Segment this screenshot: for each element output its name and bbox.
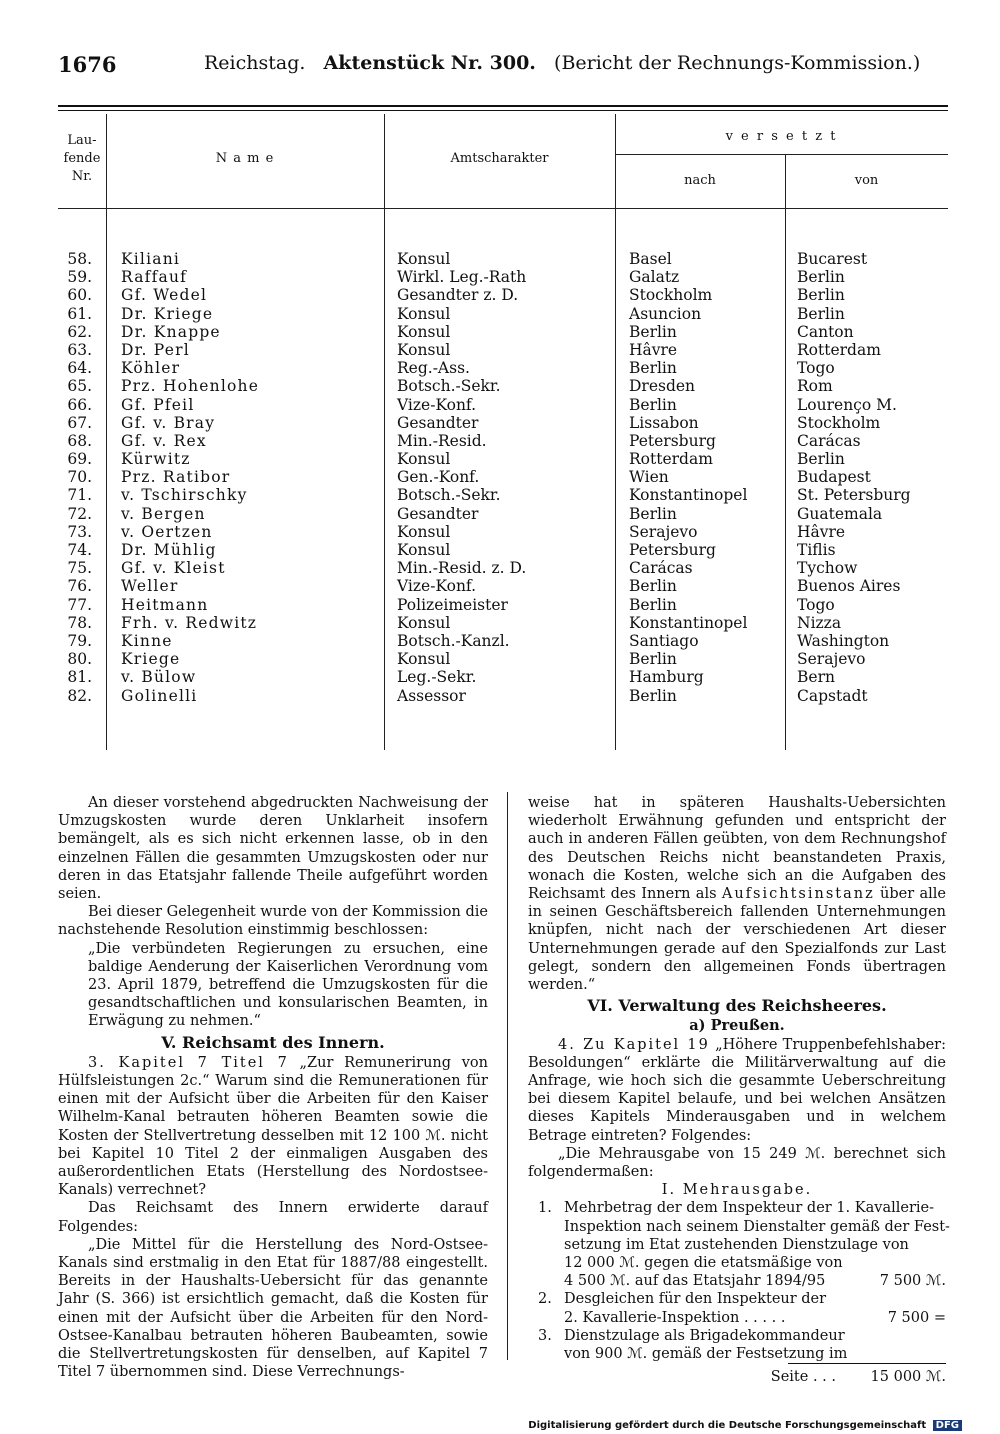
row-nr: 60.	[67, 286, 92, 305]
row-von: Rotterdam	[797, 340, 881, 359]
row-amt: Min.-Resid. z. D.	[397, 559, 527, 578]
row-amt: Min.-Resid.	[397, 431, 487, 450]
col-header-amt: Amtscharakter	[450, 151, 549, 166]
row-von: Bucarest	[797, 250, 868, 268]
page-number: 1676	[58, 52, 117, 77]
row-name: v. Tschirschky	[121, 486, 248, 505]
row-name: Heitmann	[121, 595, 209, 614]
row-amt: Konsul	[397, 650, 451, 669]
row-name: v. Bülow	[121, 668, 197, 687]
row-nach: Galatz	[629, 268, 680, 287]
row-von: Lourenço M.	[797, 395, 897, 414]
table-row	[58, 450, 948, 468]
row-name: Kriege	[121, 650, 181, 669]
row-amt: Assessor	[397, 686, 466, 705]
row-von: Togo	[797, 595, 835, 614]
row-nr: 63.	[67, 340, 92, 359]
row-nr: 75.	[67, 559, 92, 578]
table-row	[58, 305, 948, 323]
item-amount: 7 500 ℳ.	[879, 1273, 946, 1290]
section-heading: V. Reichsamt des Innern.	[161, 1032, 385, 1052]
row-nach: Hamburg	[629, 668, 704, 687]
header-rule-bottom	[58, 110, 948, 111]
row-name: Dr. Perl	[121, 340, 190, 359]
table-row	[58, 414, 948, 432]
table-row	[58, 541, 948, 559]
row-nach: Dresden	[629, 377, 696, 396]
row-von: Budapest	[797, 468, 871, 487]
row-amt: Vize-Konf.	[397, 577, 477, 596]
row-amt: Konsul	[397, 340, 451, 359]
row-nr: 66.	[67, 395, 92, 414]
personnel-table	[58, 114, 948, 754]
table-row	[58, 396, 948, 414]
row-von: Guatemala	[797, 504, 883, 523]
item-line: Desgleichen für den Inspekteur der	[564, 1291, 827, 1308]
footer-text: Digitalisierung gefördert durch die Deutsche Forschungsgemeinschaft	[528, 1420, 927, 1431]
paragraph-text: „Höhere Truppenbefehlshaber: Besoldungen“ erklärte die Militärverwaltung auf die Anfrage, wie hoch sich die gesammte Ueberschreitung bei diesem Kapitel belaufe, und bei welchen Ansätzen dieses Kapitels Minderausgaben und in welchem Betrage eintreten? Folgendes:	[528, 1036, 947, 1144]
row-amt: Konsul	[397, 250, 451, 268]
table-header-rule	[58, 208, 948, 209]
digitization-footer	[528, 1420, 962, 1431]
row-von: Serajevo	[797, 650, 866, 669]
paragraph-lead: 4. Zu Kapitel 19	[558, 1036, 710, 1053]
row-nr: 77.	[67, 595, 92, 614]
row-von: Buenos Aires	[797, 577, 901, 596]
table-row	[58, 377, 948, 395]
row-nr: 68.	[67, 431, 92, 450]
row-nr: 67.	[67, 413, 92, 432]
row-amt: Konsul	[397, 522, 451, 541]
table-row	[58, 268, 948, 286]
row-von: Berlin	[797, 286, 845, 305]
row-nr: 80.	[67, 650, 92, 669]
subtotal-amount: 15 000 ℳ.	[870, 1369, 946, 1386]
row-nach: Stockholm	[629, 286, 713, 305]
page-subtotal	[528, 1368, 946, 1386]
row-amt: Botsch.-Kanzl.	[397, 631, 510, 650]
item-number: 1.	[538, 1200, 552, 1217]
right-column	[528, 794, 950, 1386]
row-nach: Basel	[629, 250, 672, 268]
column-divider	[507, 792, 508, 1360]
row-von: Stockholm	[797, 413, 881, 432]
table-row	[58, 687, 948, 705]
row-nr: 76.	[67, 577, 92, 596]
row-nach: Konstantinopel	[629, 486, 748, 505]
table-row	[58, 577, 948, 595]
row-nach: Konstantinopel	[629, 613, 748, 632]
row-nr: 62.	[67, 322, 92, 341]
row-name: Weller	[121, 577, 179, 596]
row-nach: Berlin	[629, 504, 677, 523]
row-nr: 73.	[67, 522, 92, 541]
row-nach: Santiago	[629, 631, 699, 650]
col-header-versetzt: v e r s e t z t	[725, 129, 838, 144]
row-nach: Berlin	[629, 595, 677, 614]
running-title-section: (Bericht der Rechnungs-Kommission.)	[554, 52, 921, 74]
row-von: Carácas	[797, 431, 861, 450]
item-line: 4 500 ℳ. auf das Etatsjahr 1894/95	[564, 1273, 826, 1290]
paragraph	[528, 794, 946, 994]
row-name: Gf. Pfeil	[121, 395, 195, 414]
row-name: Prz. Hohenlohe	[121, 377, 260, 396]
row-nach: Berlin	[629, 686, 677, 705]
row-name: Kürwitz	[121, 450, 191, 469]
table-row	[58, 486, 948, 504]
row-name: Dr. Kriege	[121, 304, 214, 323]
row-von: Canton	[797, 322, 854, 341]
row-nr: 69.	[67, 450, 92, 469]
row-amt: Konsul	[397, 322, 451, 341]
row-nr: 64.	[67, 359, 92, 378]
row-name: Dr. Mühlig	[121, 541, 217, 559]
item-line: Mehrbetrag der dem Inspekteur der 1. Kavallerie-	[564, 1200, 934, 1217]
table-row	[58, 632, 948, 650]
row-nr: 59.	[67, 268, 92, 287]
row-amt: Polizeimeister	[397, 595, 508, 614]
dfg-logo: DFG	[933, 1420, 962, 1431]
paragraph-lead: 3. Kapitel 7 Titel 7	[88, 1054, 289, 1071]
row-nr: 58.	[67, 250, 92, 268]
row-name: Kinne	[121, 631, 173, 650]
running-title-doc-ref: Aktenstück Nr. 300.	[323, 52, 536, 74]
row-name: Kiliani	[121, 250, 181, 268]
row-von: Capstadt	[797, 686, 868, 705]
item-line: Dienstzulage als Brigadekommandeur	[564, 1327, 845, 1344]
subtotal-label: Seite . . .	[770, 1369, 836, 1386]
resolution-quote: „Die verbündeten Regierungen zu ersuchen, eine baldige Aenderung der Kaiserlichen Verordnung vom 23. April 1879, betreffend die Umzugskosten für die gesandtschaftlichen und konsularischen Beamten, in Erwägung zu nehmen.“	[88, 940, 488, 1030]
row-name: Gf. v. Bray	[121, 413, 216, 432]
row-name: v. Oertzen	[121, 522, 213, 541]
col-header-nr: Lau- fende Nr.	[63, 133, 101, 184]
row-amt: Gesandter	[397, 504, 479, 523]
row-nr: 78.	[67, 613, 92, 632]
row-amt: Konsul	[397, 541, 451, 559]
row-amt: Konsul	[397, 450, 451, 469]
table-title: I. Mehrausgabe.	[661, 1182, 813, 1199]
row-name: Golinelli	[121, 686, 198, 705]
row-amt: Gesandter	[397, 413, 479, 432]
table-row	[58, 286, 948, 304]
row-von: Nizza	[797, 613, 842, 632]
page-header	[58, 52, 958, 84]
row-von: Togo	[797, 359, 835, 378]
row-name: Frh. v. Redwitz	[121, 613, 258, 632]
row-nr: 70.	[67, 468, 92, 487]
row-nach: Petersburg	[629, 541, 716, 559]
row-nach: Carácas	[629, 559, 693, 578]
paragraph-emphasis: Aufsichtsinstanz	[721, 886, 875, 903]
item-line: von 900 ℳ. gemäß der Festsetzung im	[564, 1345, 848, 1362]
row-name: Köhler	[121, 359, 181, 378]
table-row	[58, 341, 948, 359]
paragraph: Bei dieser Gelegenheit wurde von der Kommission die nachstehende Resolution einstimmig beschlossen:	[58, 904, 488, 939]
row-amt: Konsul	[397, 613, 451, 632]
table-row	[58, 468, 948, 486]
row-nr: 82.	[67, 686, 92, 705]
table-row	[58, 559, 948, 577]
paragraph: An dieser vorstehend abgedruckten Nachweisung der Umzugskosten wurde deren Unklarheit insofern bemängelt, als es sich nicht erkennen lasse, ob in den einzelnen Fällen die gesammten Umzugskosten oder nur deren in das Etatsjahr fallende Theile aufgeführt worden seien.	[58, 795, 488, 903]
table-row	[58, 359, 948, 377]
row-nach: Rotterdam	[629, 450, 713, 469]
paragraph-text: über alle in seinen Geschäftsbereich fallenden Unternehmungen knüpfen, nicht nach der verschiedenen Art dieser Unternehmungen gerade auf den Spezialfonds zur Last gelegt, sondern den allgemeinen Fonds übertragen werden.“	[528, 886, 947, 994]
row-name: Prz. Ratibor	[121, 468, 231, 487]
row-name: Raffauf	[121, 268, 188, 287]
row-amt: Gen.-Konf.	[397, 468, 480, 487]
row-nr: 81.	[67, 668, 92, 687]
paragraph-text: „Zur Remunerirung von Hülfsleistungen 2c.“ Warum sind die Remunerationen für einen mit der Aufsicht über die Arbeiten für den Kaiser Wilhelm-Kanal betrauten höheren Beamten sowie die Kosten der Stellvertretung desselben mit 12 100 ℳ. nicht bei Kapitel 10 Titel 2 der einmaligen Ausgaben des außerordentlichen Etats (Herstellung des Nordostsee-Kanals) verrechnet?	[58, 1054, 488, 1199]
row-nach: Berlin	[629, 359, 677, 378]
running-title-reichstag: Reichstag.	[204, 52, 306, 74]
row-nach: Lissabon	[629, 413, 699, 432]
row-amt: Botsch.-Sekr.	[397, 486, 501, 505]
row-amt: Leg.-Sekr.	[397, 668, 477, 687]
calc-item	[528, 1290, 946, 1326]
row-amt: Botsch.-Sekr.	[397, 377, 501, 396]
row-nr: 61.	[67, 304, 92, 323]
row-name: Gf. Wedel	[121, 286, 208, 305]
row-nach: Berlin	[629, 322, 677, 341]
row-amt: Konsul	[397, 304, 451, 323]
row-von: Berlin	[797, 268, 845, 287]
subsection-heading: a) Preußen.	[689, 1017, 785, 1035]
table-row	[58, 523, 948, 541]
table-row	[58, 432, 948, 450]
item-line: 12 000 ℳ. gegen die etatsmäßige von	[564, 1255, 843, 1272]
row-nach: Asuncion	[629, 304, 702, 323]
item-amount: 7 500 =	[887, 1309, 946, 1326]
table-subheader-rule	[615, 154, 948, 155]
section-heading: VI. Verwaltung des Reichsheeres.	[587, 996, 887, 1016]
row-amt: Reg.-Ass.	[397, 359, 470, 378]
row-von: Tychow	[797, 559, 858, 578]
row-amt: Vize-Konf.	[397, 395, 477, 414]
col-header-von: von	[854, 173, 879, 188]
paragraph	[528, 1036, 946, 1145]
header-rule-top	[58, 105, 948, 107]
row-amt: Gesandter z. D.	[397, 286, 519, 305]
row-nach: Berlin	[629, 577, 677, 596]
paragraph-text: weise hat in späteren Haushalts-Uebersichten wiederholt Erwähnung gefunden und entspricht der auch in anderen Fällen geübten, von dem Rechnungshof des Deutschen Reichs nicht beanstandeten Praxis, wonach die Kosten, welche sich an die Aufgaben des Reichsamt des Innern als	[528, 795, 946, 903]
row-nach: Petersburg	[629, 431, 716, 450]
row-nr: 65.	[67, 377, 92, 396]
item-number: 2.	[538, 1291, 552, 1308]
row-von: Berlin	[797, 450, 845, 469]
row-name: Gf. v. Rex	[121, 431, 207, 450]
row-name: Gf. v. Kleist	[121, 559, 226, 578]
paragraph: Das Reichsamt des Innern erwiderte darauf Folgendes:	[58, 1200, 488, 1235]
row-amt: Wirkl. Leg.-Rath	[397, 268, 527, 287]
row-von: Rom	[797, 377, 833, 396]
row-nach: Berlin	[629, 650, 677, 669]
item-line: setzung im Etat zustehenden Dienstzulage von	[564, 1236, 909, 1253]
row-nr: 71.	[67, 486, 92, 505]
row-von: Berlin	[797, 304, 845, 323]
row-name: v. Bergen	[121, 504, 206, 523]
paragraph: „Die Mehrausgabe von 15 249 ℳ. berechnet sich folgendermaßen:	[528, 1145, 946, 1181]
item-line: 2. Kavallerie-Inspektion . . . . .	[564, 1309, 786, 1326]
paragraph	[58, 1054, 488, 1200]
table-body	[58, 250, 948, 705]
row-nr: 79.	[67, 631, 92, 650]
row-von: St. Petersburg	[797, 486, 911, 505]
table-row	[58, 650, 948, 668]
row-nr: 74.	[67, 541, 92, 559]
row-nach: Berlin	[629, 395, 677, 414]
sum-rule	[788, 1363, 946, 1364]
table-row	[58, 596, 948, 614]
calc-item	[528, 1199, 950, 1290]
item-number: 3.	[538, 1327, 552, 1344]
row-von: Washington	[797, 631, 890, 650]
col-header-nach: nach	[684, 173, 716, 188]
row-von: Hâvre	[797, 522, 846, 541]
table-row	[58, 323, 948, 341]
left-column	[58, 794, 488, 1382]
calc-item	[528, 1327, 946, 1363]
row-nach: Hâvre	[629, 340, 678, 359]
paragraph: „Die Mittel für die Herstellung des Nord-Ostsee-Kanals sind erstmalig in den Etat für 1887/88 eingestellt. Bereits in der Haushalts-Uebersicht für das genannte Jahr (S. 366) ist ersichtlich gemacht, daß die Kosten für einen mit der Aufsicht über die Arbeiten für den Nord-Ostsee-Kanalbau betrauten höheren Baubeamten, sowie die Stellvertretungskosten für denselben, auf Kapitel 7 Titel 7 übernommen sind. Diese Verrechnungs-	[58, 1236, 488, 1381]
row-nr: 72.	[67, 504, 92, 523]
row-nach: Wien	[629, 468, 669, 487]
running-title	[204, 52, 920, 74]
table-row	[58, 505, 948, 523]
item-line: Inspektion nach seinem Dienstalter gemäß der Fest-	[564, 1218, 950, 1235]
row-von: Bern	[797, 668, 835, 687]
table-row	[58, 250, 948, 268]
table-row	[58, 614, 948, 632]
row-nach: Serajevo	[629, 522, 698, 541]
row-von: Tiflis	[797, 541, 836, 559]
col-header-name: N a m e	[215, 151, 275, 166]
table-row	[58, 668, 948, 686]
row-name: Dr. Knappe	[121, 322, 221, 341]
